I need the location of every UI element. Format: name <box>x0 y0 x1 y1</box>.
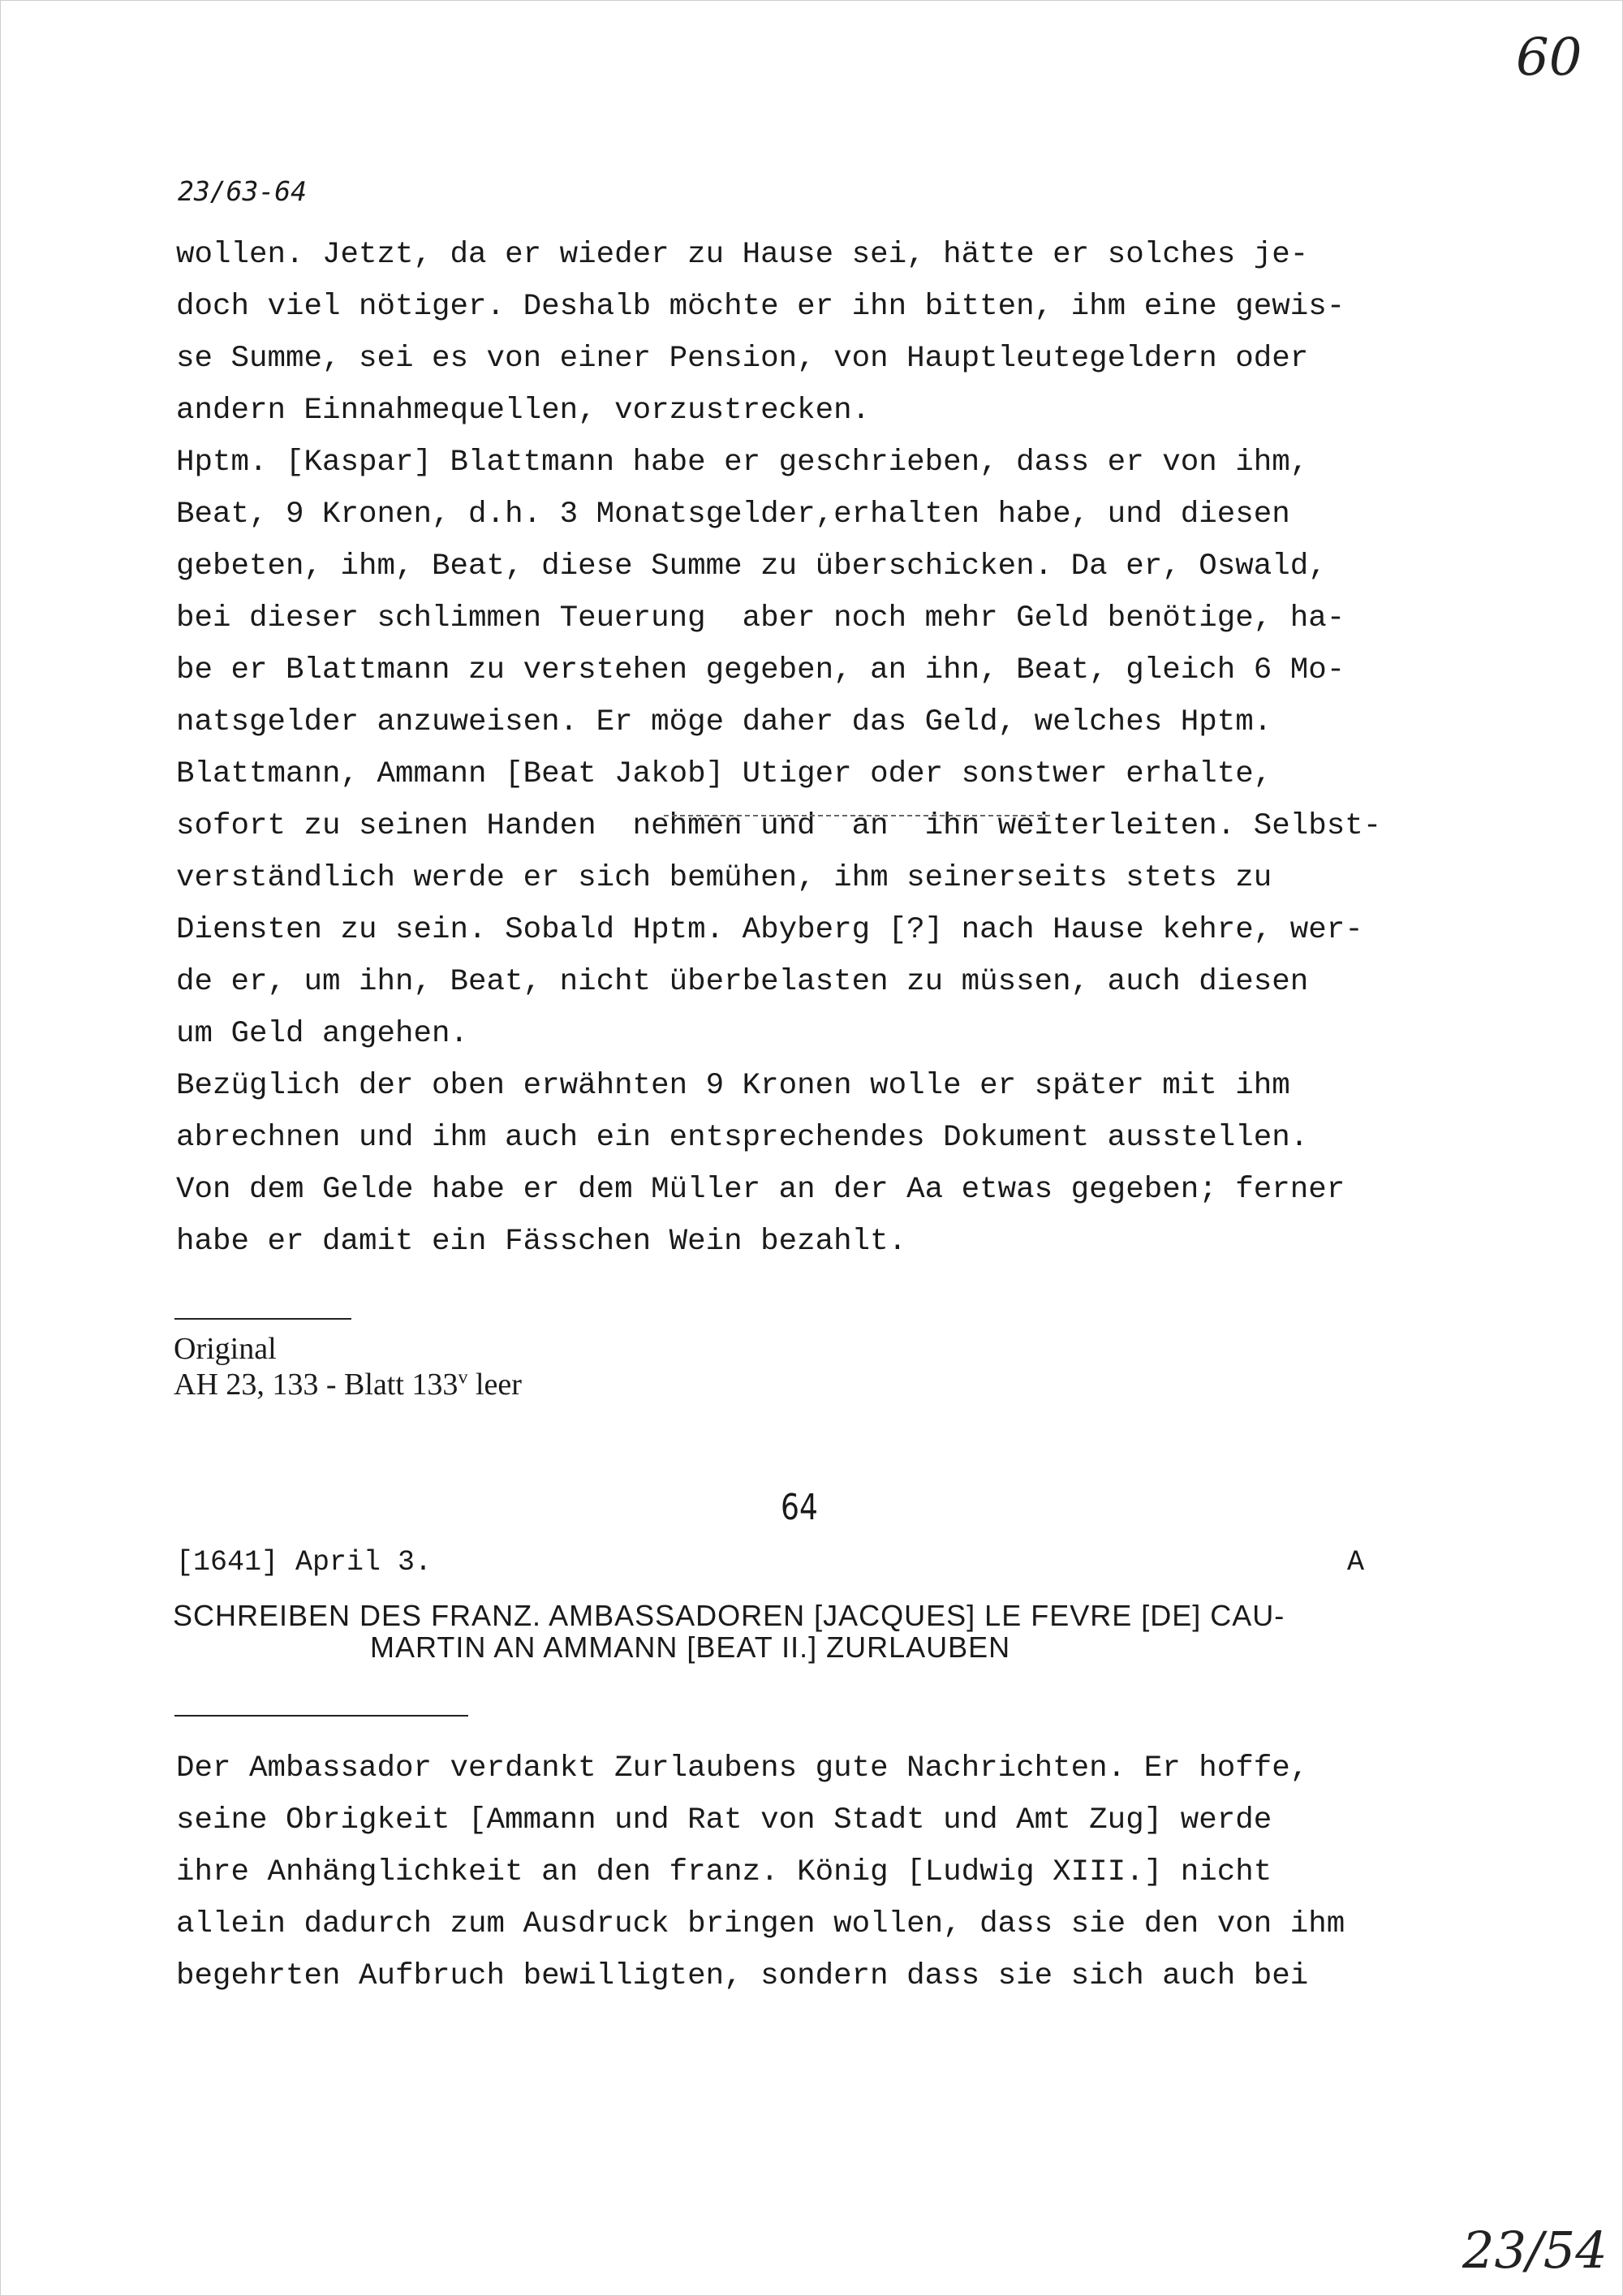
text-line: sofort zu seinen Handen nehmen und an ihn weiterleiten. Selbst- <box>176 809 1382 843</box>
text-line: de er, um ihn, Beat, nicht überbelasten zu müssen, auch diesen <box>176 965 1309 999</box>
text-line: verständlich werde er sich bemühen, ihm seinerseits stets zu <box>176 861 1272 895</box>
text-line: wollen. Jetzt, da er wieder zu Hause sei, hätte er solches je- <box>176 238 1309 272</box>
text-line: allein dadurch zum Ausdruck bringen wollen, dass sie den von ihm <box>176 1907 1345 1941</box>
text-line: um Geld angehen. <box>176 1017 469 1051</box>
text-line: Hptm. [Kaspar] Blattmann habe er geschrieben, dass er von ihm, <box>176 446 1309 480</box>
text-line: andern Einnahmequellen, vorzustrecken. <box>176 394 871 428</box>
handwritten-page-number: 60 <box>1516 28 1582 88</box>
text-line: Diensten zu sein. Sobald Hptm. Abyberg [?] nach Hause kehre, wer- <box>176 913 1363 947</box>
text-line: bei dieser schlimmen Teuerung aber noch mehr Geld benötige, ha- <box>176 601 1345 635</box>
body-text-block-one <box>176 229 1507 1268</box>
text-line: begehrten Aufbruch bewilligten, sondern dass sie sich auch bei <box>176 1959 1309 1993</box>
text-line: gebeten, ihm, Beat, diese Summe zu überschicken. Da er, Oswald, <box>176 549 1327 584</box>
document-title-line-1: SCHREIBEN DES FRANZ. AMBASSADOREN [JACQUES] LE FEVRE [DE] CAU- <box>173 1599 1285 1632</box>
source-suffix: leer <box>467 1368 522 1402</box>
source-reference <box>174 1367 522 1402</box>
text-line: be er Blattmann zu verstehen gegeben, an ihn, Beat, gleich 6 Mo- <box>176 653 1345 687</box>
source-superscript: v <box>458 1367 468 1389</box>
document-title-line-2: MARTIN AN AMMANN [BEAT II.] ZURLAUBEN <box>370 1630 1011 1664</box>
text-line: natsgelder anzuweisen. Er möge daher das Geld, welches Hptm. <box>176 705 1272 739</box>
body-text-block-two <box>176 1742 1507 2002</box>
text-line: Von dem Gelde habe er dem Müller an der Aa etwas gegeben; ferner <box>176 1173 1345 1207</box>
document-number: 64 <box>781 1487 818 1528</box>
text-line: doch viel nötiger. Deshalb möchte er ihn bitten, ihm eine gewis- <box>176 290 1345 324</box>
text-line: Blattmann, Ammann [Beat Jakob] Utiger oder sonstwer erhalte, <box>176 757 1272 791</box>
footnote-divider <box>174 1318 351 1320</box>
text-line: Bezüglich der oben erwähnten 9 Kronen wolle er später mit ihm <box>176 1069 1290 1103</box>
text-line: habe er damit ein Fässchen Wein bezahlt. <box>176 1225 907 1259</box>
handwritten-archive-number: 23/54 <box>1462 2221 1608 2280</box>
title-divider <box>174 1715 468 1717</box>
text-line: abrechnen und ihm auch ein entsprechendes Dokument ausstellen. <box>176 1121 1309 1155</box>
document-date: [1641] April 3. <box>176 1546 433 1579</box>
reference-code: 23/63-64 <box>178 175 307 207</box>
text-line: se Summe, sei es von einer Pension, von Hauptleutegeldern oder <box>176 342 1309 376</box>
handwritten-insertion-mark <box>664 815 1050 816</box>
text-line: Beat, 9 Kronen, d.h. 3 Monatsgelder,erhalten habe, und diesen <box>176 498 1290 532</box>
text-line: Der Ambassador verdankt Zurlaubens gute Nachrichten. Er hoffe, <box>176 1751 1309 1786</box>
source-label: Original <box>174 1332 277 1366</box>
document-letter: A <box>1347 1546 1365 1579</box>
text-line: seine Obrigkeit [Ammann und Rat von Stadt und Amt Zug] werde <box>176 1803 1272 1837</box>
text-line: ihre Anhänglichkeit an den franz. König [Ludwig XIII.] nicht <box>176 1855 1272 1889</box>
source-reference-text: AH 23, 133 - Blatt 133 <box>174 1368 458 1402</box>
